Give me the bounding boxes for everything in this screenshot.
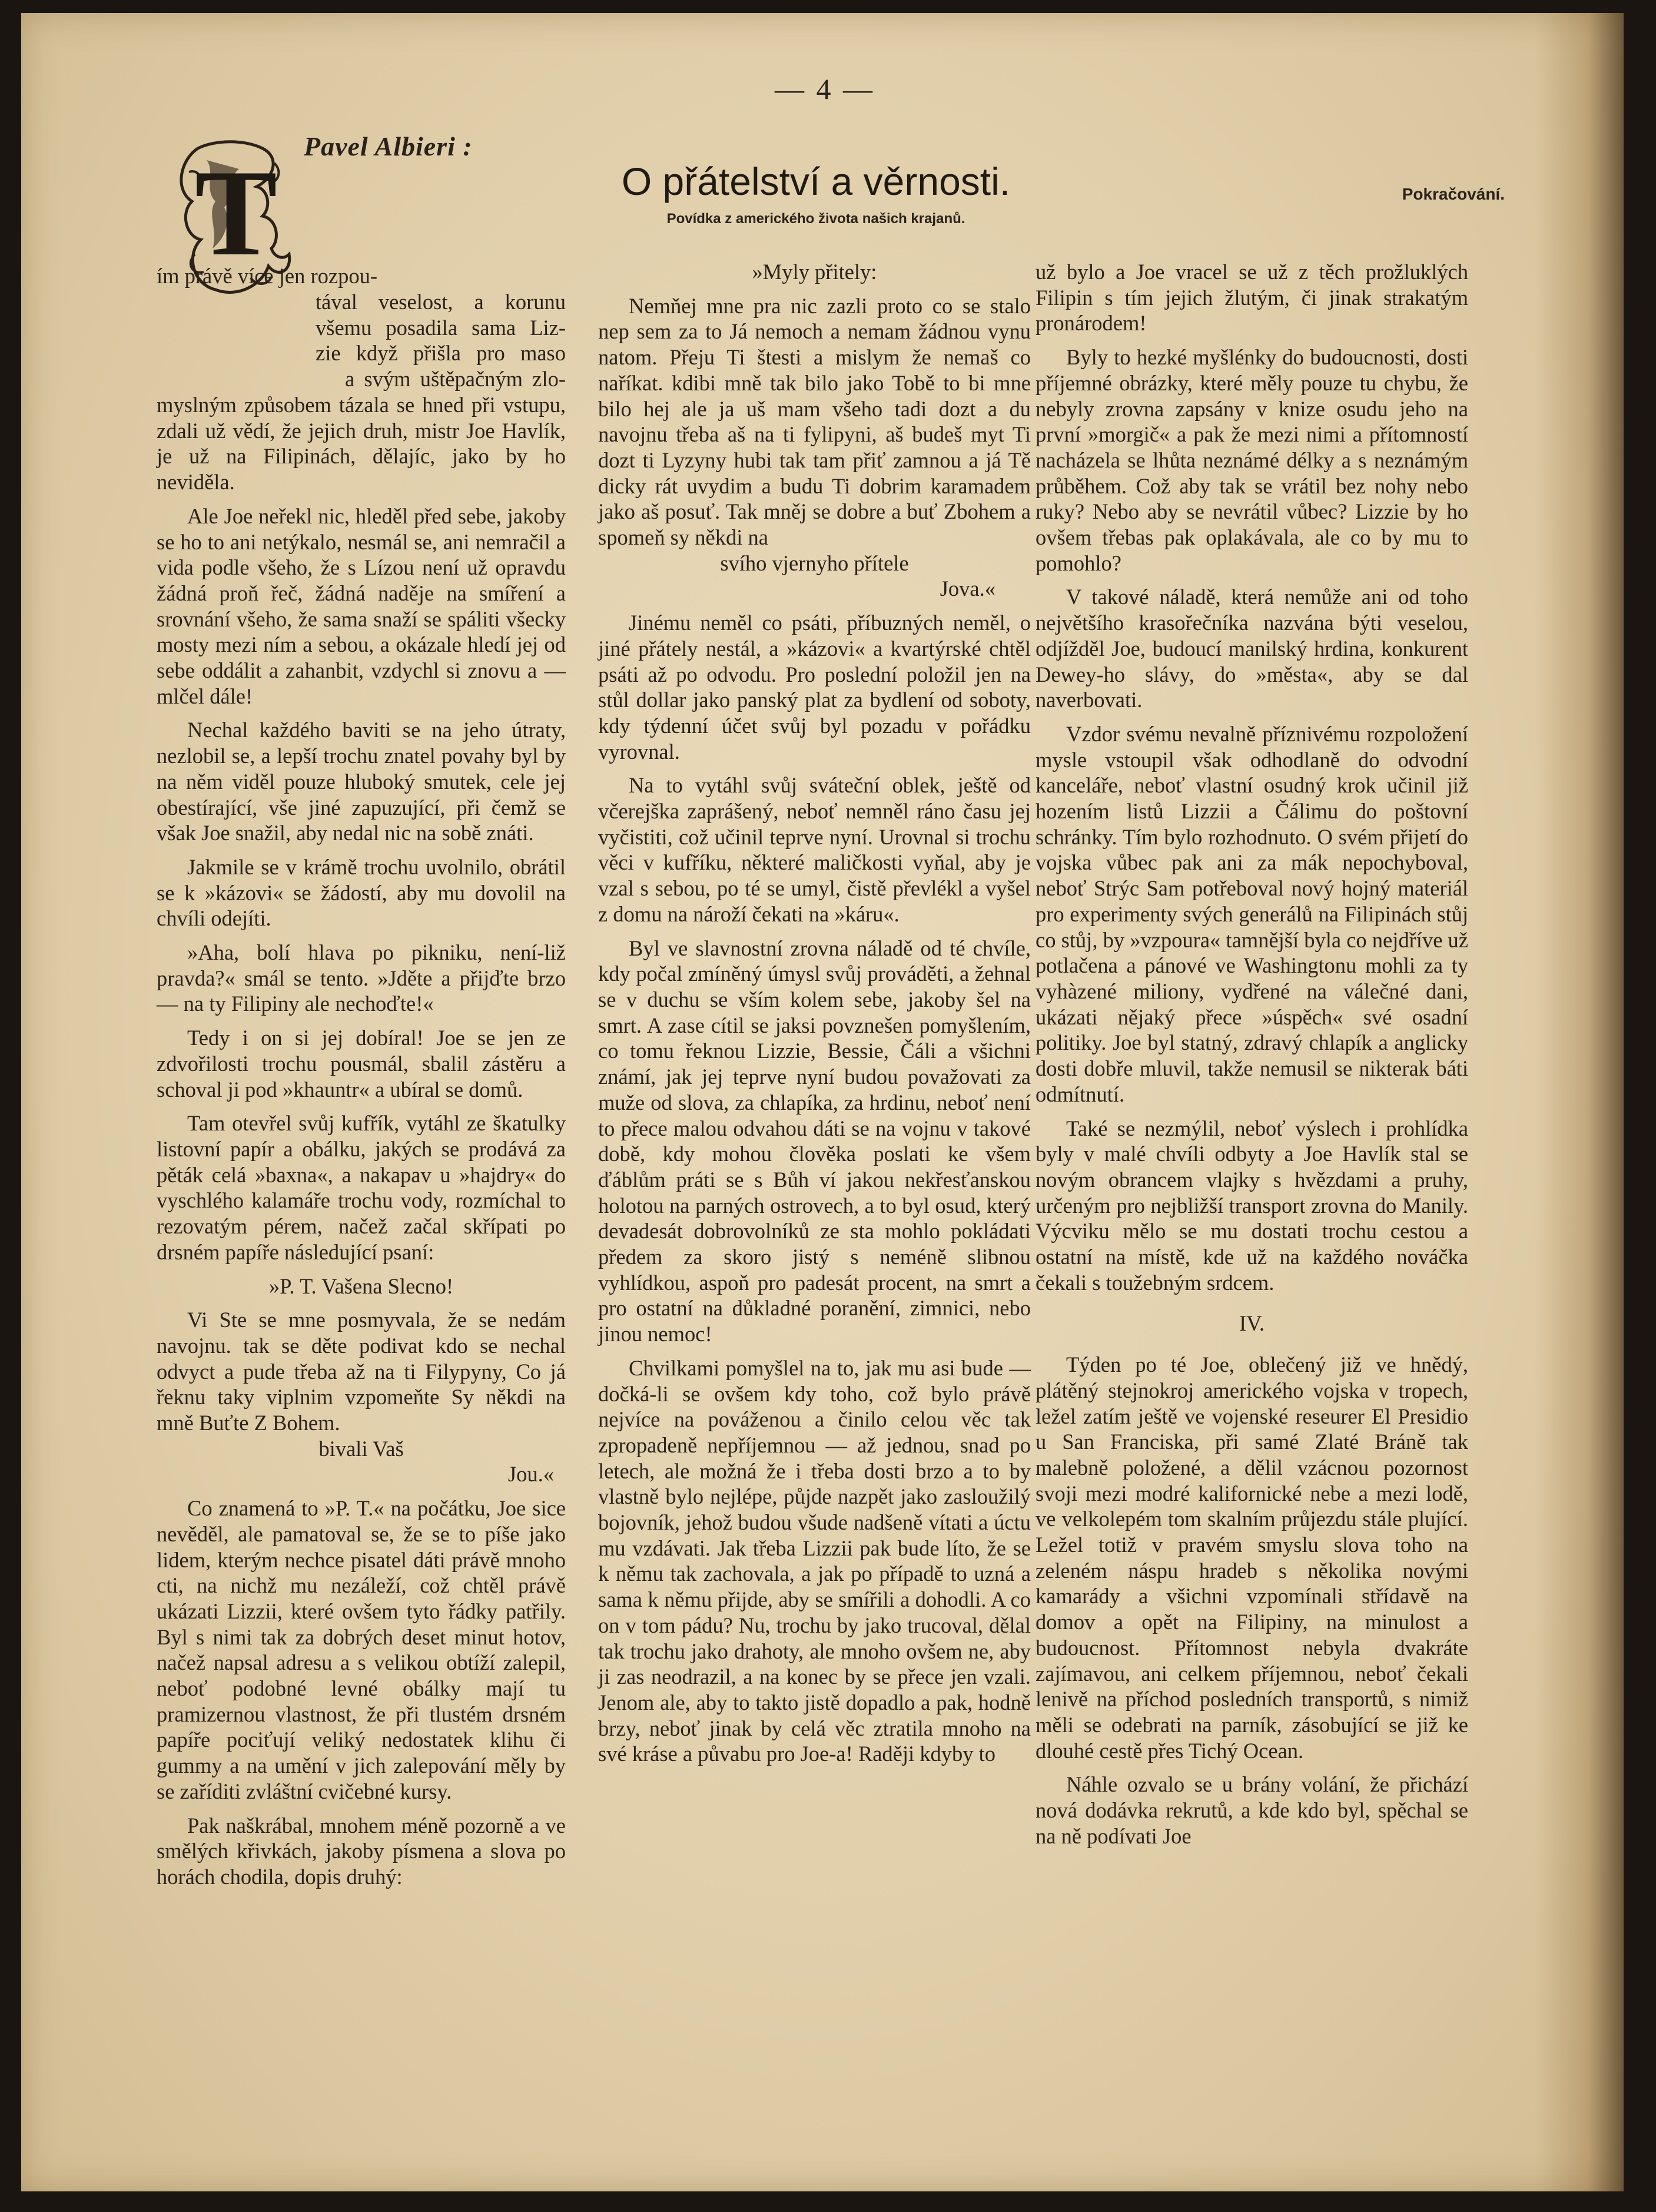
letter-body: Nemňej mne pra nic zazli proto co se stalo nep sem za to Já nemoch a nemam žádnou vynu natom. Přeju Ti štesti a mislym že nemaš co naříkat. kdibi mně tak bilo jako Tobě to bi mne bilo hej ale ja uš mam všeho tadi dozt a du navojnu třeba aš na ti fylipyni, aš budeš myt Ti dozt ti Lyzyny hubi tak tam přiť zamnou a já Tě dicky rát uvydim a budu Ti dobrim karamadem jako aš posuť. Tak mněj se dobre a buť Zbohem a spomeň sy někdi na (598, 293, 1031, 550)
paragraph-line: zie když přišla pro maso (316, 341, 566, 366)
letter-signature: Jou.« (507, 1462, 554, 1487)
letter-body: Vi Ste se mne posmyvala, že se nedám navojnu. tak se děte podivat kdo se nechal odvyct a pude třeba až na ti Filypyny, Co já řeknu taky viplnim vzpomeňte Sy někdi na mně Buťte Z Bohem. (157, 1308, 566, 1435)
dropcap-letter: T (194, 145, 278, 281)
paragraph: Na to vytáhl svůj sváteční oblek, ještě od včerejška zaprášený, neboť nemněl ráno času jej vyčistiti, což učinil teprve nyní. Urovnal si trochu věci v kufříku, některé maličkosti vyňal, aby je vzal s sebou, po té se umyl, čistě převlékl a vyšel z domu na nároží čekati na »káru«. (598, 773, 1031, 926)
paragraph: Co znamená to »P. T.« na počátku, Joe sice nevěděl, ale pamatoval se, že se to píše jako lidem, kterým nechce pisatel dáti právě mnoho cti, na nichž mu nezáleží, což chtěl právě ukázati Lizzii, které ovšem tyto řádky patřily. Byl s nimi tak za dobrých deset minut hotov, načež napsal adresu a s velikou obtíží zalepil, neboť podobné levné obálky mají tu pramizernou vlastnost, že při tlustém drsném papíře pociťují veliký nedostatek klihu či gummy a na umění v jich zalepování měly by se zaříditi zvláštní cvičebné kursy. (157, 1496, 566, 1803)
section-heading: IV. (1239, 1311, 1265, 1336)
letter-signature: Jova.« (940, 576, 995, 601)
paragraph-line: ím právě více jen rozpou- (157, 264, 377, 288)
paragraph: už bylo a Joe vracel se už z těch prožluklých Filipin s tím jejich žlutým, či jinak strakatým pronárodem! (1036, 260, 1468, 336)
paragraph: Nechal každého baviti se na jeho útraty, nezlobil se, a lepší trochu znatel povahy byl by na něm viděl pouze hluboký smutek, cele jej obestírající, vše jiné zapuzující, při čemž se však Joe snažil, aby nedal nic na sobě znáti. (157, 718, 566, 845)
paragraph-line: všemu posadila sama Liz- (316, 315, 566, 340)
story-subtitle: Povídka z amerického života našich krajanů. (666, 211, 965, 227)
paragraph: »Aha, bolí hlava po pikniku, není-liž pravda?« smál se tento. »Jděte a přijďte brzo — na ty Filipiny ale nechoďte!« (157, 940, 566, 1016)
letter-closing: svího vjernyho přítele (720, 550, 909, 575)
paragraph-line: a svým uštěpačným zlo- (345, 367, 566, 392)
paragraph: Byl ve slavnostní zrovna náladě od té chvíle, kdy počal zmíněný úmysl svůj prováděti, a žehnal se v duchu se vším kolem sebe, jakoby šel na smrt. A zase cítil se jaksi povznešen pomyšlením, co tomu řeknou Lizzie, Bessie, Čáli a všichni známí, jak jej teprve nyní budou považovati za muže od slova, za chlapíka, za hrdinu, neboť není to přece malou odvahou dáti se na vojnu v takové době, kdy mohou člověka poslati ke všem ďáblům práti se s Bůh ví jakou nekřesťanskou holotou na parných ostrovech, a to byl osud, který devadesát dobrovolníků ze sta mohlo pokládati předem za skoro jistý s neméně slibnou vyhlídkou, aspoň pro padesát procent, na smrt a pro ostatní na důkladné poranění, zimnici, nebo jinou nemoc! (598, 936, 1031, 1347)
paragraph: myslným způsobem tázala se hned při vstupu, zdali už vědí, že jejich druh, mistr Joe Havlík, je už na Filipinách, dělajíc, jako by ho neviděla. (157, 393, 566, 495)
paragraph: Tedy i on si jej dobíral! Joe se jen ze zdvořilosti trochu pousmál, sbalil zástěru a schoval ji pod »khauntr« a ubíral se domů. (157, 1026, 566, 1102)
paragraph: Také se nezmýlil, neboť výslech i prohlídka byly v malé chvíli odbyty a Joe Havlík stal se novým obrancem vlajky s hvězdami a pruhy, určeným pro nejbližší transport zrovna do Manily. Výcviku mělo se mu dostati trochu cestou a ostatní na místě, kde už na každého nováčka čekali s toužebným srdcem. (1036, 1116, 1468, 1295)
paragraph: Jakmile se v krámě trochu uvolnilo, obrátil se k »kázovi« se žádostí, aby mu dovolil na chvíli odejíti. (157, 854, 566, 931)
paragraph: Ale Joe neřekl nic, hleděl před sebe, jakoby se ho to ani netýkalo, nesmál se, ani nemračil a vida podle všeho, že s Lízou není už opravdu žádná proň řeč, žádná naděje na smíření a srovnání všeho, že sama snaží se spáliti všecky mosty mezi ním a sebou, a okázale hledí jej od sebe oddálit a zahanbit, vzdychl si znovu a — mlčel dále! (157, 503, 566, 708)
paragraph: Vzdor svému nevalně příznivému rozpoložení mysle vstoupil však odhodlaně do odvodní kanceláře, neboť vlastní osudný krok učinil již hozením listů Lizzii a Čálimu do poštovní schránky. Tím bylo rozhodnuto. O svém přijetí do vojska vůbec pak ani za mák nepochyboval, neboť Strýc Sam potřeboval nový hojný materiál pro experimenty svých generálů na Filipinách stůj co stůj, by »vzpoura« tamnější byla co nejdříve už potlačena a pánové ve Washingtonu mohli za ty vyhàzené miliony, vydřené na válečné dani, ukázati nějaký přece »úspěch« své osadní politiky. Joe byl statný, zdravý chlapík a anglicky dosti dobře mluvil, takže nemusil se nikterak báti odmítnutí. (1036, 721, 1468, 1106)
letter-closing: bivali Vaš (318, 1436, 404, 1461)
paragraph: Tam otevřel svůj kufřík, vytáhl ze škatulky listovní papír a obálku, jakých se prodává za pěták celá »baxna«, a nakapav u »hajdry« do vyschlého kalamáře trochu vody, rozmíchal to rezovatým pérem, načež začal skřípati po drsném papíře následující psaní: (157, 1111, 566, 1264)
page-number: — 4 — (775, 72, 875, 105)
paragraph-line: tával veselost, a korunu (316, 290, 566, 314)
author-byline: Pavel Albieri : (304, 131, 473, 161)
paragraph: Pak naškrábal, mnohem méně pozorně a ve smělých křivkách, jakoby písmena a slova po horách chodila, dopis druhý: (157, 1813, 566, 1889)
paragraph: Byly to hezké myšlénky do budoucnosti, dosti příjemné obrázky, které měly pouze tu chybu, že nebyly zrovna zapsány v knize osudu jeho na první »morgič« a pak že mezi nimi a přítomností nacházela se lhůta neznámé délky a s neznámým průběhem. Což aby tak se vrátil bez nohy nebo ruky? Nebo aby se nevrátil vůbec? Lizzie by ho ovšem třebas pak oplakávala, ale co by mu to pomohlo? (1036, 345, 1468, 575)
paragraph: Jinému neměl co psáti, příbuzných neměl, o jiné přátely nestál, a »kázovi« a kvartýrské chtěl psáti až po odvodu. Pro poslední položil jen na stůl dollar jako panský plat za bydlení od soboty, kdy týdenní účet svůj byl pozadu v pořádku vyrovnal. (598, 611, 1031, 764)
continued-note: Pokračování. (1402, 185, 1505, 203)
paragraph: V takové náladě, která nemůže ani od toho největšího krasořečníka nazvána býti veselou, odjížděl Joe, budoucí manilský hrdina, konkurent Dewey-ho slávy, do »města«, aby se dal naverbovati. (1036, 585, 1468, 712)
letter-salutation: »P. T. Vašena Slecno! (268, 1274, 454, 1298)
letter-salutation: »Myly přitely: (752, 260, 877, 284)
story-title: O přátelství a věrnosti. (621, 160, 1011, 203)
page-fold-shadow (1535, 13, 1624, 2191)
paragraph: Chvilkami pomyšlel na to, jak mu asi bude — dočká-li se ovšem kdy toho, což bylo právě nejvíce na pováženou a činilo celou věc tak zpropadeně nepříjemnou — až jednou, snad po letech, ale možná že i třeba dosti brzo a to by vlastně bylo nejlépe, půjde nazpět jako zasloužilý bojovník, jehož budou všude nadšeně vítati a úctu mu vzdávati. Jak třeba Lizzii pak bude líto, že se k němu tak zachovala, a jak po případě to uzná a sama k němu přijde, aby se smířili a dohodli. A co on v tom pádu? Nu, trochu by jako trucoval, dělal tak trochu jako drahoty, ale mnoho ovšem ne, aby ji zas neodrazil, a na konec by se přece jen vzali. Jenom ale, aby to takto jistě dopadlo a pak, hodně brzy, neboť jinak by celá věc ztratila mnoho na své kráse a půvabu pro Joe-a! Raději kdyby to (598, 1355, 1031, 1766)
paragraph: Týden po té Joe, oblečený již ve hnědý, plátěný stejnokroj amerického vojska v tropech, ležel zatím ještě ve vojenské reseurer El Presidio u San Franciska, při samé Zlaté Bráně tak malebně položené, a dělil vzácnou pozornost svoji mezi modré kalifornické nebe a mezi lodě, ve velkolepém tom skalním průjezdu stále plující. Ležel totiž v pravém smyslu slova toho na zeleném náspu hradeb s několika novými kamarády a všichni vzpomínali střídavě na domov a opět na Filipiny, na minulost a budoucnost. Přítomnost nebyla dvakráte zajímavou, ani celkem příjemnou, neboť čekali lenivě na příchod posledních transportů, s nimiž měli se odebrati na parník, zásobující se již ke dlouhé cestě přes Tichý Ocean. (1036, 1352, 1468, 1763)
newspaper-page (21, 13, 1624, 2191)
paragraph: Náhle ozvalo se u brány volání, že přichází nová dodávka rekrutů, a kde kdo byl, spěchal se na ně podívati Joe (1036, 1772, 1468, 1848)
